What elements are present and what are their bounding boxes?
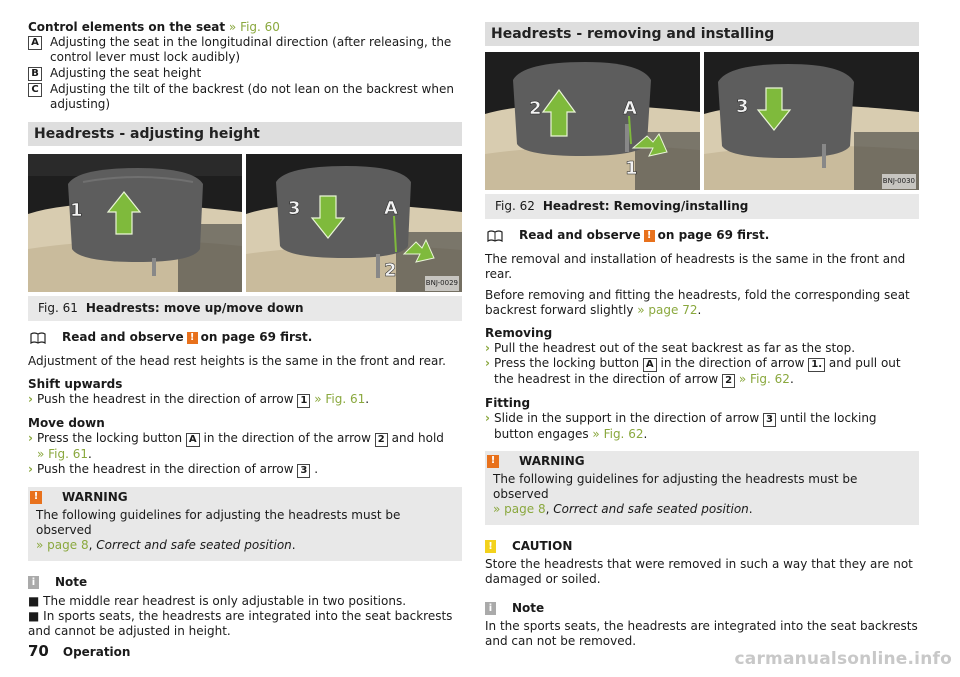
figure-label: 2 [529,98,542,119]
figure-number: Fig. 62 [495,199,535,213]
punct: . [365,392,370,406]
chevron-right-icon: › [28,392,33,406]
warning-title: WARNING [62,490,128,504]
read-observe-page[interactable]: on page 69 first. [200,330,313,344]
section-title-adjusting: Headrests - adjusting height [28,122,462,146]
subhead-fitting: Fitting [485,396,531,410]
read-observe-text: Read and observe [519,228,641,242]
figure-62 [485,52,919,190]
intro-figure-link[interactable]: » Fig. 60 [225,20,280,34]
warning-text: The following guidelines for adjusting the headrests must be observed [493,472,858,501]
button-letter-box: A [186,433,200,447]
section-title-removing: Headrests - removing and installing [485,22,919,46]
figure-label: 3 [736,96,749,117]
step-text: Slide in the support in the direction of arrow [494,411,760,425]
figure-61-photo-right [246,154,462,292]
punct: . [697,303,702,317]
figure-number: Fig. 61 [38,301,78,315]
ref-title: Correct and safe seated position [553,502,749,516]
figure-label: 2 [384,260,397,281]
figure-link[interactable]: » Fig. 61 [310,392,366,406]
warning-header [487,454,911,469]
figure-link[interactable]: » Fig. 62 [735,372,790,386]
arrow-number-box: 3 [763,413,776,427]
warning-icon: ! [30,491,42,504]
figure-label: A [623,98,637,119]
note-title: Note [512,601,545,615]
figure-ref-code: BNJ-0030 [882,174,916,189]
step-text: Pull the headrest out of the seat backrest as far as the stop. [494,341,856,355]
page-link[interactable]: » page 8 [36,538,89,552]
control-elements-intro [28,20,462,35]
letter-box-a: A [28,36,42,50]
step-item [28,462,462,478]
warning-icon: ! [187,332,198,344]
step-text: Press the locking button [37,431,183,445]
step-text: in the direction of arrow [660,356,805,370]
figure-link[interactable]: » Fig. 61 [37,447,89,461]
warning-icon: ! [644,230,655,242]
subhead-shift-up: Shift upwards [28,377,123,391]
headrest-install-illustration [704,52,919,190]
chevron-right-icon: › [28,431,33,445]
control-item-b [28,66,462,81]
figure-label: A [384,198,398,219]
read-observe-text: Read and observe [62,330,184,344]
caution-text: Store the headrests that were removed in such a way that they are not damaged or soiled. [485,557,913,586]
punct: . [314,462,319,476]
book-icon [487,230,503,242]
arrow-number-box: 2 [375,433,388,447]
control-item-a [28,35,462,65]
step-item [28,392,462,408]
paragraph: Adjustment of the head rest heights is the same in the front and rear. [28,354,446,368]
page-number: 70 [28,642,49,660]
step-text: Press the locking button [494,356,640,370]
step-text: until the locking button engages [494,411,877,441]
info-icon: i [485,602,496,615]
ref-title: Correct and safe seated position [96,538,292,552]
warning-title: WARNING [519,454,585,468]
right-column [485,22,919,649]
control-item-text: Adjusting the tilt of the backrest (do not lean on the backrest when adjusting) [50,82,454,111]
step-text: in the direction of the arrow [203,431,371,445]
arrow-number-box: 2 [722,374,735,388]
warning-ref-line: » page 8, Correct and safe seated position. [36,538,296,552]
button-letter-box: A [643,358,657,372]
step-item [485,341,919,356]
page-link[interactable]: » page 8 [493,502,546,516]
figure-caption-text: Headrest: Removing/installing [542,199,749,213]
control-item-text: Adjusting the seat in the longitudinal direction (after releasing, the control lever must lock audibly) [50,35,452,64]
chevron-right-icon: › [485,411,490,425]
warning-text: The following guidelines for adjusting the headrests must be observed [36,508,401,537]
page-link[interactable]: » page 72 [633,303,698,317]
step-text: and hold [391,431,444,445]
page-footer [28,644,130,660]
watermark: carmanualsonline.info [734,649,952,669]
figure-61 [28,154,462,292]
paragraph-text: Before removing and fitting the headrests, fold the corresponding seat backrest forward slightly [485,288,910,317]
step-item [485,411,919,442]
page-section: Operation [62,645,131,659]
read-and-observe [485,228,919,243]
subhead-removing: Removing [485,326,553,340]
warning-ref-line: » page 8, Correct and safe seated position. [493,502,753,516]
info-icon: i [28,576,39,589]
figure-62-photo-left [485,52,700,190]
note-text: The middle rear headrest is only adjustable in two positions. [43,594,407,608]
figure-61-photo-left [28,154,242,292]
step-text: Push the headrest in the direction of arrow [37,462,294,476]
arrow-number-box: 1. [808,358,825,372]
step-text: Push the headrest in the direction of arrow [37,392,294,406]
left-column [28,20,462,639]
letter-box-c: C [28,83,42,97]
arrow-number-box: 1 [297,394,310,408]
intro-title: Control elements on the seat [28,20,226,34]
warning-box [28,487,462,561]
figure-link[interactable]: » Fig. 62 [588,427,644,441]
step-item [485,356,919,388]
note-item: ■ In sports seats, the headrests are integrated into the seat backrests and cannot be adjusted in height. [28,609,453,638]
figure-label: 1 [625,158,638,179]
warning-icon: ! [487,455,499,468]
warning-header [30,490,454,505]
headrest-down-illustration [246,154,462,292]
note-item: ■ The middle rear headrest is only adjustable in two positions. [28,594,407,608]
headrest-remove-illustration [485,52,700,190]
control-item-text: Adjusting the seat height [50,66,202,80]
punct: . [643,427,648,441]
note-header [28,575,462,590]
control-item-c [28,82,462,112]
chevron-right-icon: › [28,462,33,476]
letter-box-b: B [28,67,42,81]
paragraph: The removal and installation of headrests is the same in the front and rear. [485,252,906,281]
figure-61-caption [28,296,462,321]
caution-icon: ! [485,540,496,553]
headrest-up-illustration [28,154,242,292]
punct: . [789,372,794,386]
note-text: In the sports seats, the headrests are integrated into the seat backrests and can not be removed. [485,619,918,648]
read-observe-page[interactable]: on page 69 first. [657,228,770,242]
figure-label: 1 [70,200,83,221]
note-title: Note [55,575,88,589]
paragraph [485,288,919,318]
note-text: In sports seats, the headrests are integrated into the seat backrests and cannot be adjusted in height. [28,609,453,638]
warning-box [485,451,919,525]
figure-caption-text: Headrests: move up/move down [85,301,304,315]
arrow-number-box: 3 [297,464,310,478]
figure-ref-code: BNJ-0029 [425,276,459,291]
subhead-move-down: Move down [28,416,105,430]
punct: . [88,447,92,461]
chevron-right-icon: › [485,356,490,370]
caution-title: CAUTION [512,539,573,553]
read-and-observe [28,330,462,345]
caution-header [485,539,919,554]
figure-62-caption [485,194,919,219]
book-icon [30,332,46,344]
step-text: and pull out the headrest in the direction of arrow [494,356,901,386]
chevron-right-icon: › [485,341,490,355]
figure-label: 3 [288,198,301,219]
note-header [485,601,919,616]
step-item [28,431,462,462]
figure-62-photo-right [704,52,919,190]
